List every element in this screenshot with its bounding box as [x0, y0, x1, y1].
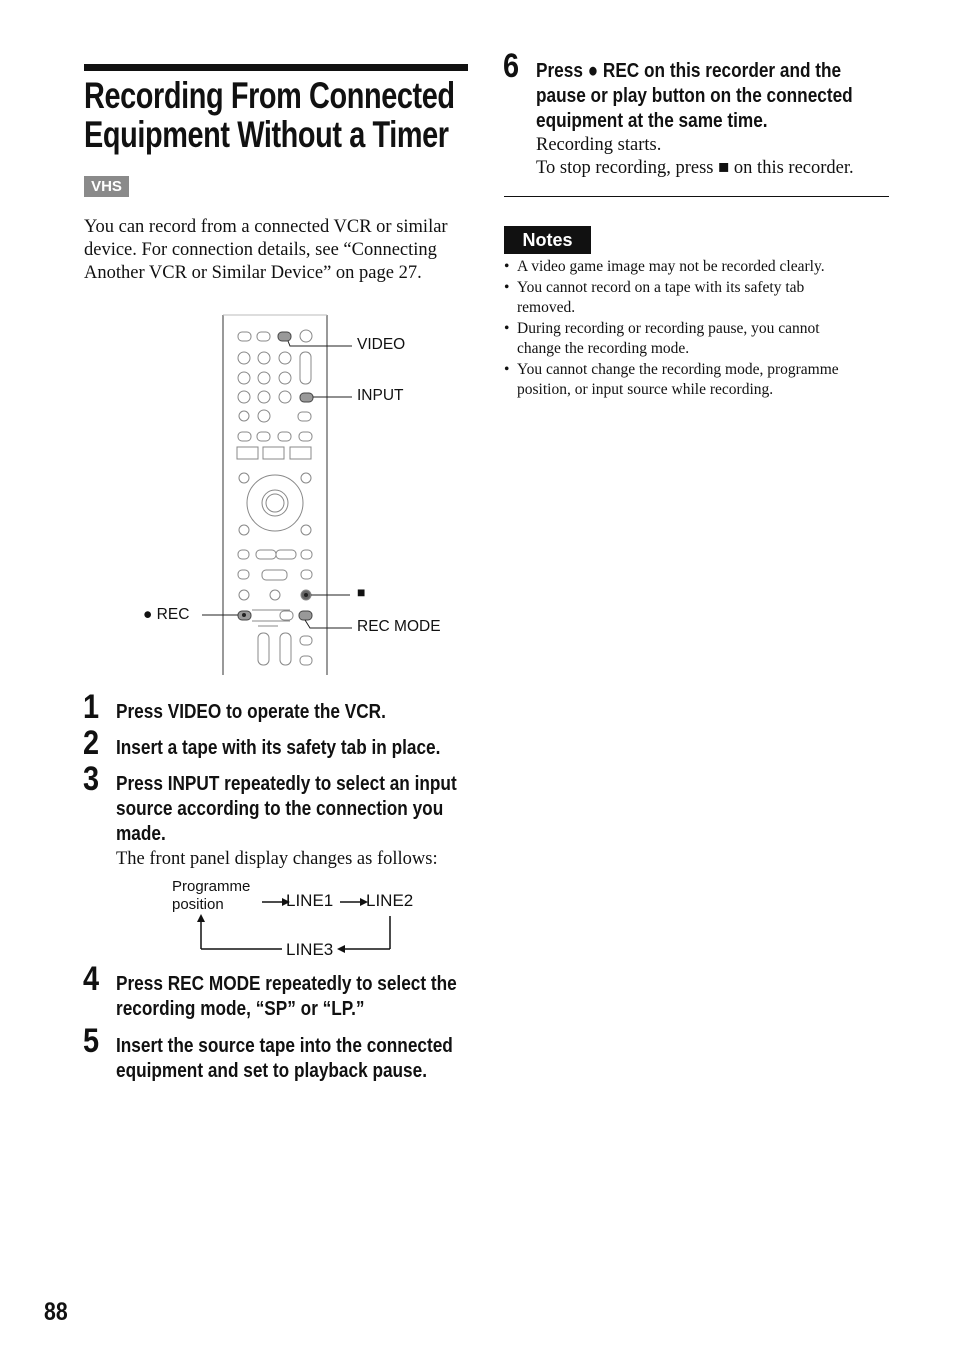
video-label: VIDEO [357, 336, 406, 353]
note-2-line-1: You cannot record on a tape with its safety tab [517, 278, 805, 296]
step-number-6: 6 [503, 47, 520, 85]
step-number-4: 4 [83, 960, 100, 998]
step-4-line-1: Press REC MODE repeatedly to select the [116, 972, 457, 995]
step-2-text: Insert a tape with its safety tab in place. [116, 736, 441, 759]
bullet-icon: • [504, 258, 510, 275]
section-divider [504, 196, 889, 197]
notes-heading: Notes [504, 226, 591, 254]
title-rule [84, 64, 468, 71]
rec-mode-label: REC MODE [357, 618, 441, 635]
step-6-sub-2: To stop recording, press ■ on this recorder. [536, 158, 854, 178]
note-1-line-1: A video game image may not be recorded clearly. [517, 258, 825, 275]
note-3-line-2: change the recording mode. [517, 340, 690, 357]
step-3-text [116, 771, 477, 846]
step-4-text [116, 971, 477, 1021]
flow-start-line-2: position [172, 896, 224, 913]
flow-line3: LINE3 [286, 940, 334, 959]
page-title-line-1: Recording From Connected [84, 75, 455, 116]
step-6-line-2: pause or play button on the connected [536, 84, 853, 107]
bullet-icon: • [504, 319, 510, 337]
note-item [504, 278, 889, 319]
note-2-line-2: removed. [517, 299, 576, 316]
page-title-line-2: Equipment Without a Timer [84, 114, 449, 155]
page-title [84, 76, 474, 154]
step-number-5: 5 [83, 1022, 100, 1060]
note-4-line-2: position, or input source while recording. [517, 381, 774, 398]
step-3-line-1: Press INPUT repeatedly to select an input [116, 772, 457, 795]
step-4-line-2: recording mode, “SP” or “LP.” [116, 997, 365, 1020]
intro-paragraph: You can record from a connected VCR or similar device. For connection details, see “Connecting Another VCR or Similar Device” on page 27. [84, 217, 448, 283]
step-3-subtext: The front panel display changes as follows: [116, 849, 438, 869]
step-3-line-2: source according to the connection you [116, 797, 444, 820]
vhs-badge: VHS [84, 176, 129, 197]
step-number-1: 1 [83, 688, 100, 726]
step-6-line-1: Press ● REC on this recorder and the [536, 59, 842, 82]
step-3-line-3: made. [116, 822, 166, 845]
note-4-line-1: You cannot change the recording mode, programme [517, 360, 839, 378]
step-5-text [116, 1033, 477, 1083]
bullet-icon: • [504, 278, 510, 296]
flow-line2: LINE2 [366, 891, 414, 910]
flow-start-line-1: Programme [172, 878, 251, 895]
note-item [504, 360, 889, 401]
step-6-text [536, 58, 897, 133]
rec-label: ● REC [143, 606, 190, 623]
flow-line1: LINE1 [286, 891, 334, 910]
stop-label: ■ [357, 584, 366, 600]
step-6-sub-1: Recording starts. [536, 135, 662, 155]
bullet-icon: • [504, 360, 510, 378]
input-label: INPUT [357, 387, 404, 404]
step-1-text: Press VIDEO to operate the VCR. [116, 700, 386, 723]
notes-list [504, 257, 889, 401]
step-6-line-3: equipment at the same time. [536, 109, 768, 132]
step-number-2: 2 [83, 724, 100, 762]
note-3-line-1: During recording or recording pause, you cannot [517, 319, 820, 337]
note-item [504, 257, 889, 278]
note-item [504, 319, 889, 360]
step-5-line-2: equipment and set to playback pause. [116, 1059, 427, 1082]
page-number: 88 [44, 1298, 68, 1326]
flow-programme-position [172, 878, 250, 914]
step-5-line-1: Insert the source tape into the connected [116, 1034, 453, 1057]
step-number-3: 3 [83, 760, 100, 798]
